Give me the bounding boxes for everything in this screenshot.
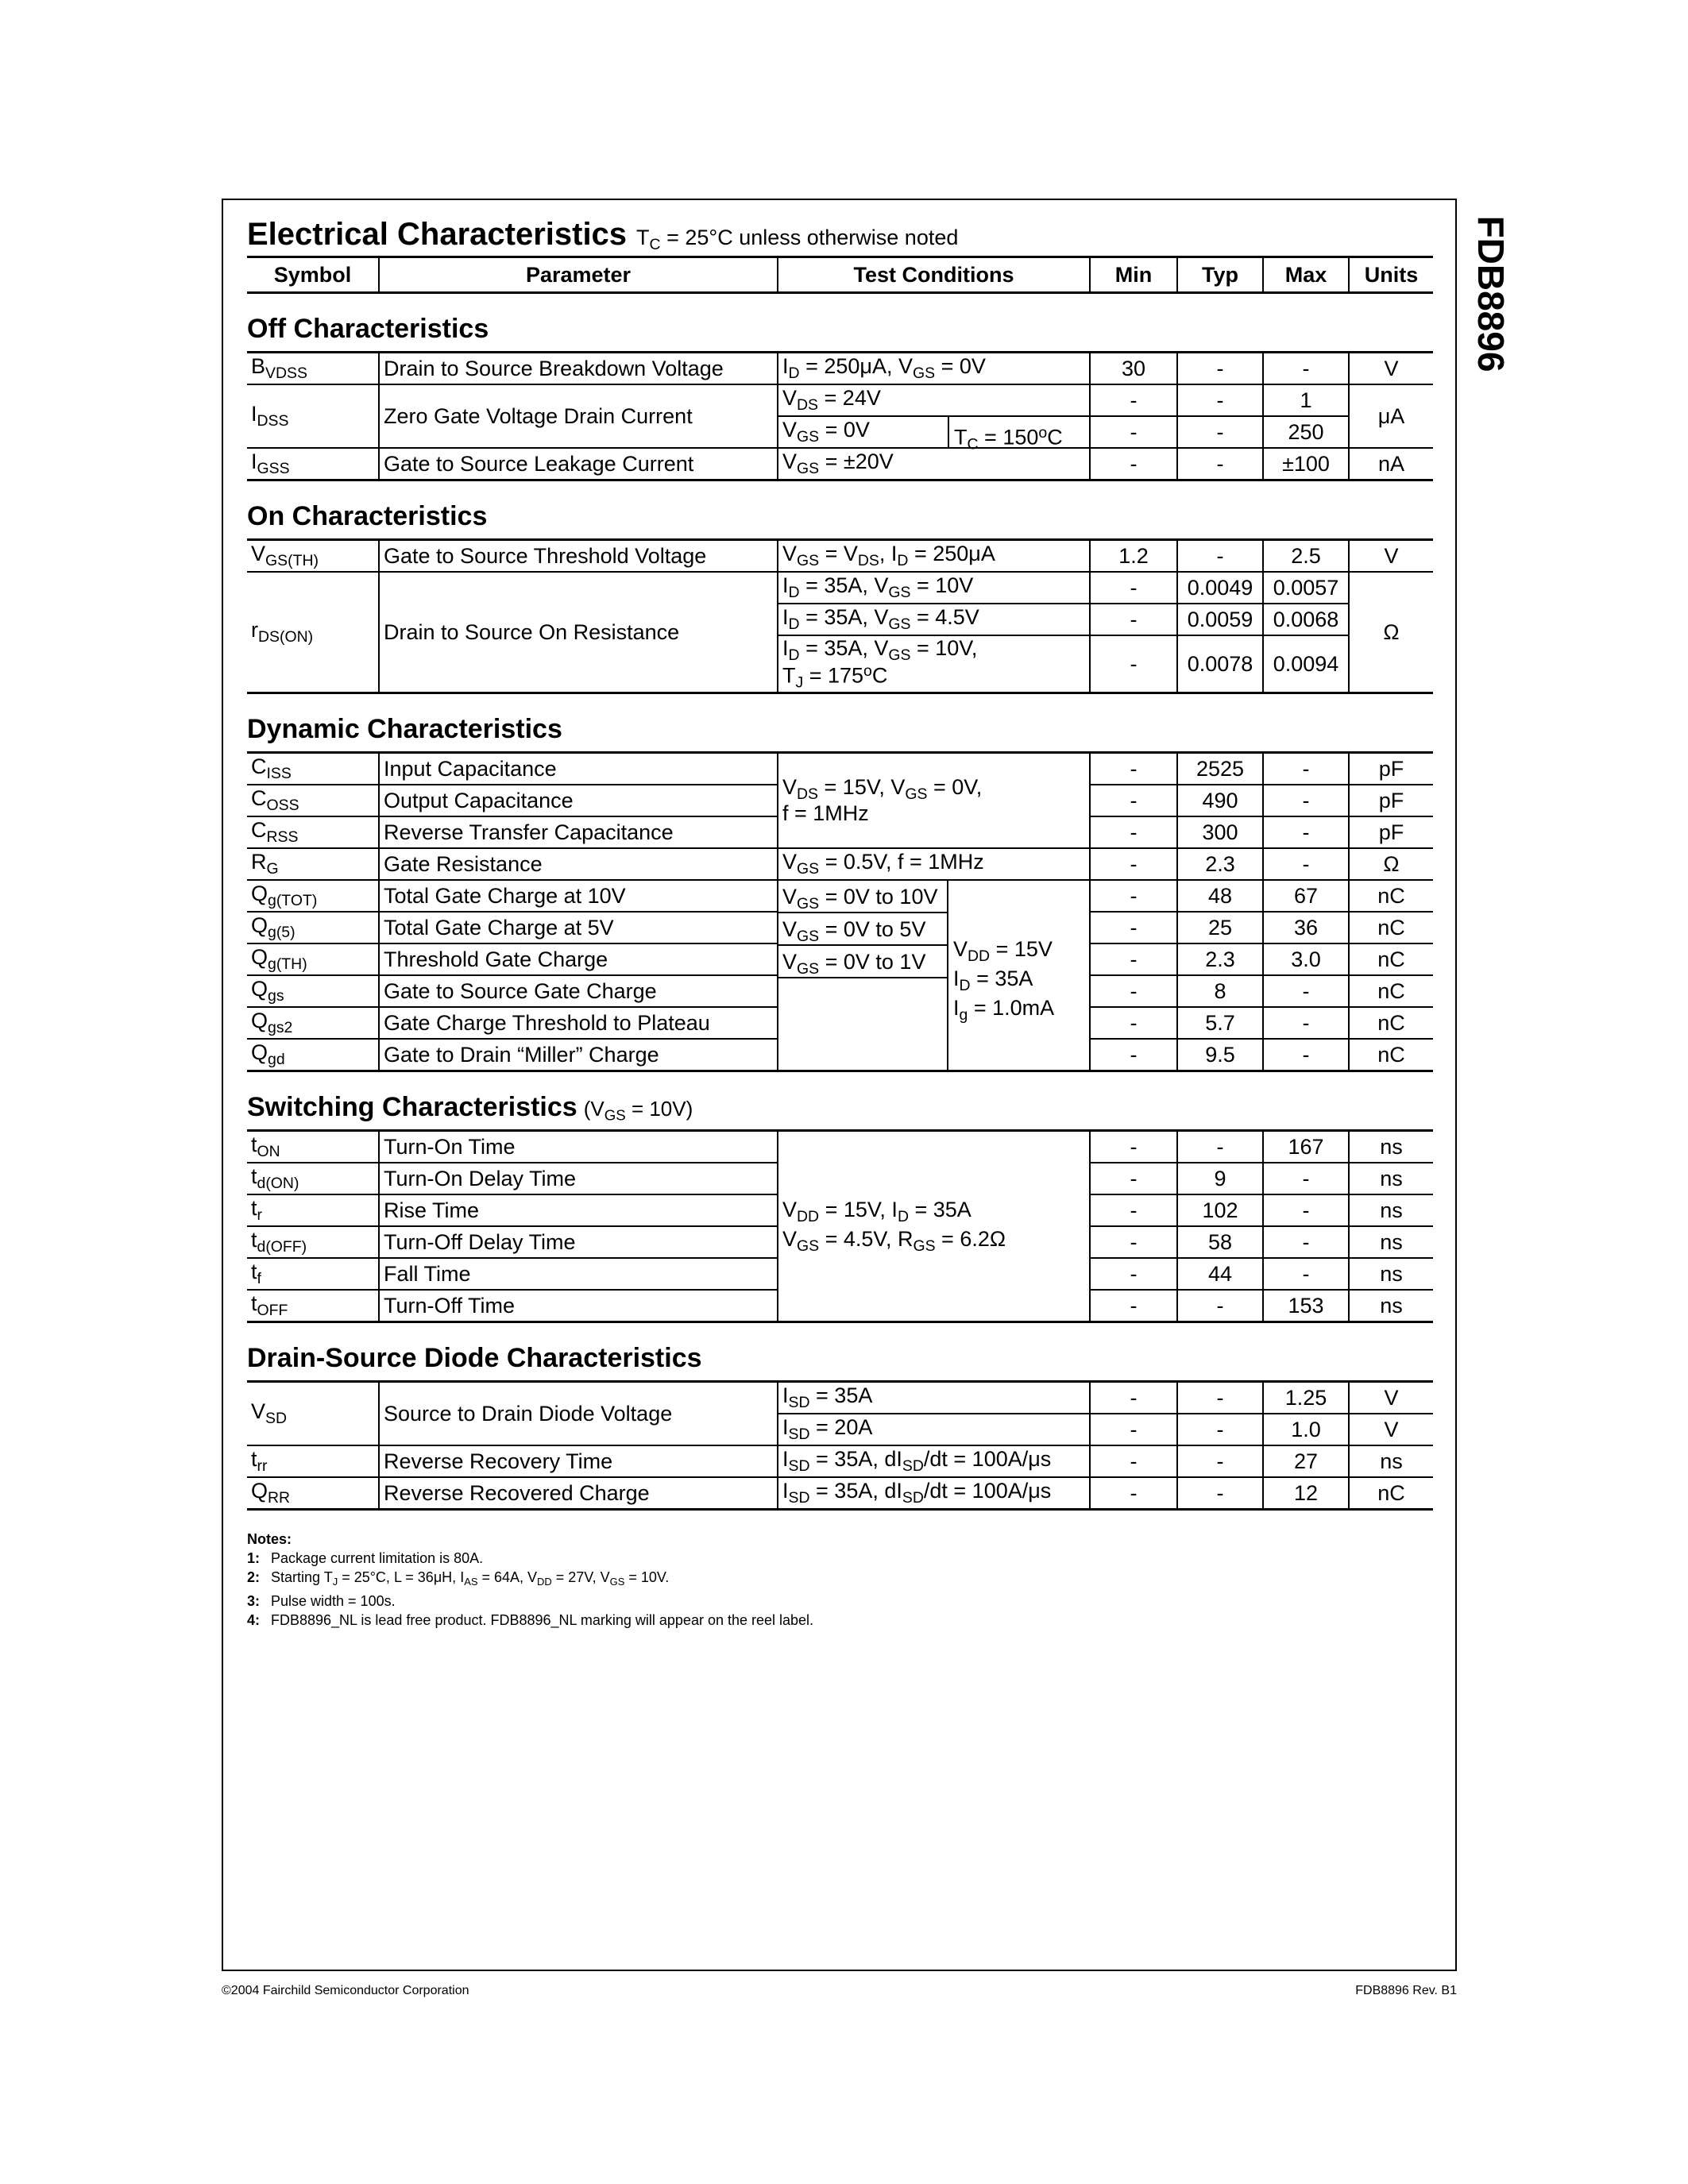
section-title-dynamic: Dynamic Characteristics: [247, 714, 562, 744]
max-cell: -: [1263, 785, 1349, 816]
header-max: Max: [1263, 257, 1349, 293]
condition-cell: $V_{GS} = 0V$ $T_C = 150^oC$: [778, 416, 1090, 448]
typ-cell: 25: [1177, 912, 1263, 943]
unit-cell: nC: [1349, 975, 1433, 1007]
min-cell: -: [1090, 384, 1177, 416]
symbol-cell: $I_{DSS}$: [247, 384, 379, 448]
unit-cell: nC: [1349, 943, 1433, 975]
table-row: [247, 848, 1433, 880]
unit-cell: nC: [1349, 912, 1433, 943]
symbol-cell: $t_{d(OFF)}$: [247, 1226, 379, 1258]
section-title-switching: Switching Characteristics $(V_{GS} = 10V)$: [247, 1092, 693, 1124]
parameter-cell: Turn-On Delay Time: [379, 1163, 778, 1194]
parameter-cell: Input Capacitance: [379, 753, 778, 785]
parameter-cell: Drain to Source Breakdown Voltage: [379, 353, 778, 385]
min-cell: -: [1090, 1382, 1177, 1414]
typ-cell: 5.7: [1177, 1007, 1263, 1039]
min-cell: -: [1090, 785, 1177, 816]
min-cell: -: [1090, 1007, 1177, 1039]
min-cell: -: [1090, 1258, 1177, 1290]
table-row: [247, 384, 1433, 416]
symbol-cell: $C_{ISS}$: [251, 754, 292, 783]
max-cell: 153: [1263, 1290, 1349, 1322]
min-cell: -: [1090, 604, 1177, 635]
max-cell: -: [1263, 848, 1349, 880]
note-item: 3: Pulse width = 100s.: [247, 1592, 396, 1609]
table-row: [247, 540, 1433, 573]
parameter-cell: Reverse Transfer Capacitance: [379, 816, 778, 848]
symbol-cell: $t_{d(ON)}$: [247, 1163, 379, 1194]
unit-cell: μA: [1349, 384, 1433, 448]
parameter-cell: Rise Time: [379, 1194, 778, 1226]
parameter-cell: Gate to Source Threshold Voltage: [379, 540, 778, 573]
footer-copyright: ©2004 Fairchild Semiconductor Corporation: [222, 1984, 469, 1997]
unit-cell: nC: [1349, 880, 1433, 912]
table-row: [247, 753, 1433, 785]
unit-cell: ns: [1349, 1226, 1433, 1258]
table-row: [247, 448, 1433, 480]
parameter-cell: Turn-Off Delay Time: [379, 1226, 778, 1258]
max-cell: -: [1263, 1194, 1349, 1226]
typ-cell: 0.0049: [1177, 572, 1263, 604]
max-cell: -: [1263, 753, 1349, 785]
table-row: [247, 1445, 1433, 1477]
parameter-cell: Reverse Recovery Time: [379, 1445, 778, 1477]
min-cell: 1.2: [1090, 540, 1177, 573]
unit-cell: pF: [1349, 785, 1433, 816]
typ-cell: -: [1177, 1290, 1263, 1322]
typ-cell: -: [1177, 540, 1263, 573]
symbol-cell: $r_{DS(ON)}$: [247, 572, 379, 693]
symbol-cell: $t_{rr}$: [247, 1445, 379, 1477]
max-cell: 67: [1263, 880, 1349, 912]
table-row: [247, 1382, 1433, 1414]
parameter-cell: Total Gate Charge at 10V: [379, 880, 778, 912]
typ-cell: 9.5: [1177, 1039, 1263, 1071]
note-item: 2: Starting $T_J = 25^\circ C$, L = 36μH, $I_{AS} = 64A$, $V_{DD} = 27V$, $V_{GS} = 10V$.: [247, 1569, 670, 1588]
unit-cell: pF: [1349, 816, 1433, 848]
note-item: 1: Package current limitation is 80A.: [247, 1550, 484, 1566]
symbol-cell: $Q_{g(TOT)}$: [247, 880, 379, 912]
parameter-cell: Zero Gate Voltage Drain Current: [379, 384, 778, 448]
typ-cell: 102: [1177, 1194, 1263, 1226]
symbol-cell: $Q_{g(5)}$: [247, 912, 379, 943]
max-cell: 27: [1263, 1445, 1349, 1477]
footer-revision: FDB8896 Rev. B1: [1355, 1984, 1457, 1997]
header-parameter: Parameter: [379, 257, 778, 293]
typ-cell: 490: [1177, 785, 1263, 816]
typ-cell: -: [1177, 1445, 1263, 1477]
unit-cell: V: [1349, 540, 1433, 573]
typ-cell: -: [1177, 353, 1263, 385]
note-item: 4: FDB8896_NL is lead free product. FDB8896_NL marking will appear on the reel label.: [247, 1611, 814, 1628]
typ-cell: 58: [1177, 1226, 1263, 1258]
off-characteristics-table: [247, 351, 1433, 481]
symbol-cell: $B_{VDSS}$: [251, 354, 307, 383]
min-cell: -: [1090, 448, 1177, 480]
condition-cell: $V_{DD} = 15V$, $I_D = 35A$ $V_{GS} = 4.5V$, $R_{GS} = 6.2\Omega$: [778, 1131, 1090, 1322]
section-title-off: Off Characteristics: [247, 314, 489, 344]
symbol-cell: $Q_{gd}$: [247, 1039, 379, 1071]
on-characteristics-table: [247, 538, 1433, 694]
condition-cell: $I_D = 250\mu A$, $V_{GS} = 0V$: [778, 353, 1090, 385]
unit-cell: nC: [1349, 1039, 1433, 1071]
parameter-cell: Gate to Source Gate Charge: [379, 975, 778, 1007]
symbol-cell: $Q_{RR}$: [247, 1477, 379, 1510]
min-cell: -: [1090, 816, 1177, 848]
symbol-cell: $V_{SD}$: [251, 1399, 288, 1428]
max-cell: 1: [1263, 384, 1349, 416]
header-typ: Typ: [1177, 257, 1263, 293]
unit-cell: V: [1349, 353, 1433, 385]
parameter-cell: Turn-On Time: [379, 1131, 778, 1163]
min-cell: -: [1090, 1039, 1177, 1071]
symbol-cell: $R_G$: [247, 848, 379, 880]
header-units: Units: [1349, 257, 1433, 293]
symbol-cell: $t_f$: [247, 1258, 379, 1290]
section-title-diode: Drain-Source Diode Characteristics: [247, 1343, 702, 1373]
min-cell: -: [1090, 1226, 1177, 1258]
condition-cell: $I_{SD} = 35A$: [778, 1382, 1090, 1414]
min-cell: -: [1090, 943, 1177, 975]
min-cell: -: [1090, 1414, 1177, 1445]
unit-cell: ns: [1349, 1445, 1433, 1477]
max-cell: 36: [1263, 912, 1349, 943]
symbol-cell: $I_{GSS}$: [247, 448, 379, 480]
condition-cell: $V_{GS} = 0.5V$, f = 1MHz: [778, 848, 1090, 880]
min-cell: -: [1090, 1131, 1177, 1163]
typ-cell: 2.3: [1177, 848, 1263, 880]
typ-cell: 44: [1177, 1258, 1263, 1290]
typ-cell: 0.0078: [1177, 635, 1263, 693]
diode-characteristics-table: [247, 1380, 1433, 1511]
condition-cell: $V_{DS} = 24V$: [778, 384, 1090, 416]
max-cell: 167: [1263, 1131, 1349, 1163]
min-cell: -: [1090, 1290, 1177, 1322]
parameter-cell: Gate to Drain “Miller” Charge: [379, 1039, 778, 1071]
notes: Notes: 1: Package current limitation is 80A. 2: Starting $T_J = 25^\circ C$, L = 36μH, $I_{AS} = 64A$, $V_{DD} = 27V$, $V_{GS} = 10V$. 3: Pulse width = 100s. 4: FDB8896_NL is lead free product. FDB8896_NL marking will appear on the reel label.: [247, 1530, 1433, 1630]
max-cell: 3.0: [1263, 943, 1349, 975]
unit-cell: V: [1349, 1414, 1433, 1445]
unit-cell: ns: [1349, 1163, 1433, 1194]
condition-cell: $I_{SD} = 35A$, $dI_{SD}/dt = 100A/\mu s$: [778, 1477, 1090, 1510]
parameter-cell: Drain to Source On Resistance: [379, 572, 778, 693]
max-cell: 0.0068: [1263, 604, 1349, 635]
symbol-cell: $t_r$: [247, 1194, 379, 1226]
typ-cell: 8: [1177, 975, 1263, 1007]
max-cell: ±100: [1263, 448, 1349, 480]
switching-characteristics-table: [247, 1129, 1433, 1323]
typ-cell: -: [1177, 1131, 1263, 1163]
unit-cell: nC: [1349, 1477, 1433, 1510]
column-header-table: [247, 256, 1433, 294]
typ-cell: 48: [1177, 880, 1263, 912]
symbol-cell: $C_{OSS}$: [247, 785, 379, 816]
header-symbol: Symbol: [247, 257, 379, 293]
side-part-number: FDB8896: [1470, 215, 1512, 372]
condition-cell: $V_{DS} = 15V$, $V_{GS} = 0V$, f = 1MHz: [778, 753, 1090, 849]
table-row: [247, 1477, 1433, 1510]
parameter-cell: Reverse Recovered Charge: [379, 1477, 778, 1510]
max-cell: -: [1263, 1163, 1349, 1194]
min-cell: 30: [1090, 353, 1177, 385]
header-test-conditions: Test Conditions: [778, 257, 1090, 293]
max-cell: -: [1263, 1007, 1349, 1039]
typ-cell: 9: [1177, 1163, 1263, 1194]
page-title: Electrical Characteristics $T_C = 25^\circ C$ unless otherwise noted: [247, 217, 959, 253]
table-row: [247, 1131, 1433, 1163]
table-row: [247, 572, 1433, 604]
max-cell: 1.25: [1263, 1382, 1349, 1414]
symbol-cell: $Q_{g(TH)}$: [247, 943, 379, 975]
unit-cell: Ω: [1349, 848, 1433, 880]
min-cell: -: [1090, 1445, 1177, 1477]
typ-cell: 2525: [1177, 753, 1263, 785]
parameter-cell: Gate to Source Leakage Current: [379, 448, 778, 480]
max-cell: -: [1263, 1258, 1349, 1290]
typ-cell: -: [1177, 448, 1263, 480]
typ-cell: -: [1177, 1477, 1263, 1510]
parameter-cell: Output Capacitance: [379, 785, 778, 816]
max-cell: -: [1263, 1226, 1349, 1258]
gate-charge-condition-cell: $V_{GS} = 0V$ to 10V $V_{GS} = 0V$ to 5V $V_{GS} = 0V$ to 1V $V_{DD} = 15V$ $I_D = 35A$ $I_g = 1.0mA$: [778, 880, 1090, 1071]
typ-cell: -: [1177, 384, 1263, 416]
unit-cell: ns: [1349, 1290, 1433, 1322]
max-cell: -: [1263, 1039, 1349, 1071]
parameter-cell: Gate Resistance: [379, 848, 778, 880]
min-cell: -: [1090, 572, 1177, 604]
min-cell: -: [1090, 975, 1177, 1007]
condition-cell: $I_D = 35A$, $V_{GS} = 10V$, $T_J = 175^oC$: [778, 635, 1090, 693]
max-cell: -: [1263, 975, 1349, 1007]
min-cell: -: [1090, 416, 1177, 448]
parameter-cell: Gate Charge Threshold to Plateau: [379, 1007, 778, 1039]
typ-cell: 0.0059: [1177, 604, 1263, 635]
min-cell: -: [1090, 848, 1177, 880]
condition-cell: $I_{SD} = 20A$: [778, 1414, 1090, 1445]
header-min: Min: [1090, 257, 1177, 293]
condition-cell: $I_D = 35A$, $V_{GS} = 10V$: [778, 572, 1090, 604]
table-row: [247, 353, 1433, 385]
symbol-cell: $Q_{gs2}$: [247, 1007, 379, 1039]
parameter-cell: Fall Time: [379, 1258, 778, 1290]
dynamic-characteristics-table: [247, 751, 1433, 1072]
max-cell: 12: [1263, 1477, 1349, 1510]
parameter-cell: Turn-Off Time: [379, 1290, 778, 1322]
parameter-cell: Total Gate Charge at 5V: [379, 912, 778, 943]
condition-cell: $V_{GS} = \pm 20V$: [778, 448, 1090, 480]
unit-cell: nC: [1349, 1007, 1433, 1039]
parameter-cell: Threshold Gate Charge: [379, 943, 778, 975]
min-cell: -: [1090, 880, 1177, 912]
unit-cell: Ω: [1349, 572, 1433, 693]
datasheet-content: [247, 213, 1433, 1630]
unit-cell: ns: [1349, 1194, 1433, 1226]
section-title-on: On Characteristics: [247, 501, 488, 531]
symbol-cell: $C_{RSS}$: [247, 816, 379, 848]
min-cell: -: [1090, 635, 1177, 693]
unit-cell: ns: [1349, 1258, 1433, 1290]
min-cell: -: [1090, 1477, 1177, 1510]
min-cell: -: [1090, 1163, 1177, 1194]
max-cell: 250: [1263, 416, 1349, 448]
typ-cell: -: [1177, 1382, 1263, 1414]
max-cell: -: [1263, 816, 1349, 848]
condition-cell: $V_{GS} = V_{DS}$, $I_D = 250\mu A$: [778, 540, 1090, 573]
max-cell: 1.0: [1263, 1414, 1349, 1445]
max-cell: 0.0094: [1263, 635, 1349, 693]
symbol-cell: $t_{ON}$: [251, 1133, 280, 1161]
symbol-cell: $Q_{gs}$: [247, 975, 379, 1007]
unit-cell: ns: [1349, 1131, 1433, 1163]
unit-cell: V: [1349, 1382, 1433, 1414]
typ-cell: 2.3: [1177, 943, 1263, 975]
title-note: $T_C = 25^\circ C$ unless otherwise noted: [636, 226, 959, 253]
parameter-cell: Source to Drain Diode Voltage: [379, 1382, 778, 1446]
symbol-cell: $t_{OFF}$: [247, 1290, 379, 1322]
condition-cell: $I_{SD} = 35A$, $dI_{SD}/dt = 100A/\mu s$: [778, 1445, 1090, 1477]
typ-cell: -: [1177, 416, 1263, 448]
min-cell: -: [1090, 1194, 1177, 1226]
max-cell: 0.0057: [1263, 572, 1349, 604]
condition-cell: $I_D = 35A$, $V_{GS} = 4.5V$: [778, 604, 1090, 635]
table-row: [247, 880, 1433, 912]
min-cell: -: [1090, 912, 1177, 943]
symbol-cell: $V_{GS(TH)}$: [251, 542, 319, 570]
unit-cell: pF: [1349, 753, 1433, 785]
unit-cell: nA: [1349, 448, 1433, 480]
max-cell: -: [1263, 353, 1349, 385]
min-cell: -: [1090, 753, 1177, 785]
typ-cell: -: [1177, 1414, 1263, 1445]
typ-cell: 300: [1177, 816, 1263, 848]
max-cell: 2.5: [1263, 540, 1349, 573]
